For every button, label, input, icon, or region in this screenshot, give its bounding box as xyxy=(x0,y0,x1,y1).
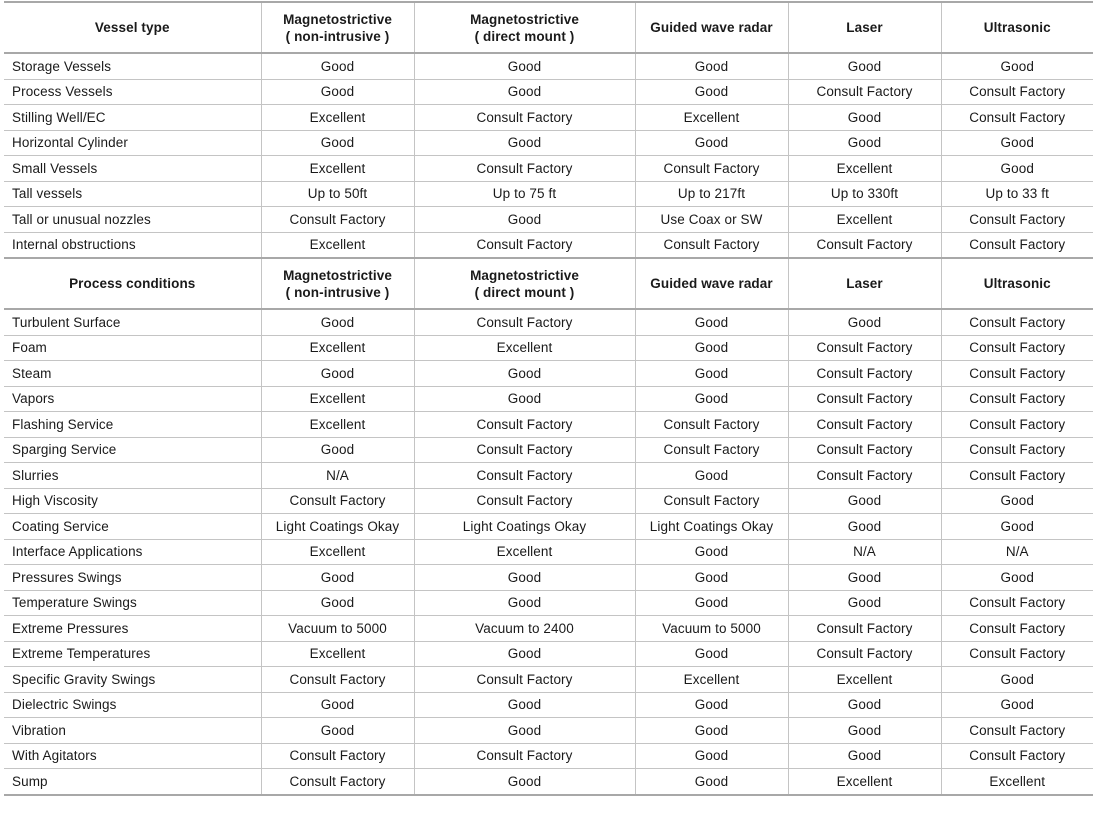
rating-cell-laser: Good xyxy=(788,565,941,591)
rating-cell-laser: Consult Factory xyxy=(788,437,941,463)
rating-cell-magnetostrictive-non-intrusive: Good xyxy=(261,692,414,718)
rating-cell-ultrasonic: Consult Factory xyxy=(941,463,1093,489)
rating-cell-laser: N/A xyxy=(788,539,941,565)
rating-cell-ultrasonic: Excellent xyxy=(941,769,1093,795)
rating-cell-magnetostrictive-non-intrusive: Excellent xyxy=(261,539,414,565)
rating-cell-ultrasonic: Consult Factory xyxy=(941,309,1093,335)
row-label: Pressures Swings xyxy=(4,565,261,591)
rating-cell-ultrasonic: Good xyxy=(941,488,1093,514)
rating-cell-guided-wave-radar: Vacuum to 5000 xyxy=(635,616,788,642)
table-row xyxy=(4,361,1093,387)
rating-cell-magnetostrictive-non-intrusive: Excellent xyxy=(261,386,414,412)
column-header-laser xyxy=(788,2,941,53)
row-label: Internal obstructions xyxy=(4,232,261,258)
header-text: ( direct mount ) xyxy=(474,28,575,44)
rating-cell-magnetostrictive-direct-mount: Consult Factory xyxy=(414,309,635,335)
rating-cell-laser: Good xyxy=(788,53,941,79)
row-label: Storage Vessels xyxy=(4,53,261,79)
rating-cell-magnetostrictive-direct-mount: Good xyxy=(414,79,635,105)
rating-cell-magnetostrictive-direct-mount: Consult Factory xyxy=(414,463,635,489)
header-text: ( non-intrusive ) xyxy=(285,28,390,44)
header-text: Ultrasonic xyxy=(983,276,1051,291)
rating-cell-guided-wave-radar: Good xyxy=(635,641,788,667)
rating-cell-magnetostrictive-direct-mount: Good xyxy=(414,207,635,233)
header-text: Magnetostrictive xyxy=(283,267,392,283)
column-header-ultrasonic xyxy=(941,258,1093,309)
header-text: Vessel type xyxy=(94,20,170,35)
rating-cell-ultrasonic: Consult Factory xyxy=(941,718,1093,744)
rating-cell-magnetostrictive-direct-mount: Consult Factory xyxy=(414,743,635,769)
rating-cell-magnetostrictive-non-intrusive: Consult Factory xyxy=(261,743,414,769)
section-header-row xyxy=(4,2,1093,53)
row-label: Interface Applications xyxy=(4,539,261,565)
rating-cell-magnetostrictive-direct-mount: Consult Factory xyxy=(414,105,635,131)
rating-cell-laser: Good xyxy=(788,692,941,718)
header-text: Magnetostrictive xyxy=(283,11,392,27)
rating-cell-laser: Good xyxy=(788,488,941,514)
rating-cell-ultrasonic: Good xyxy=(941,565,1093,591)
rating-cell-magnetostrictive-non-intrusive: Good xyxy=(261,718,414,744)
table-row xyxy=(4,743,1093,769)
column-header-ultrasonic xyxy=(941,2,1093,53)
rating-cell-magnetostrictive-non-intrusive: Consult Factory xyxy=(261,207,414,233)
rating-cell-ultrasonic: Consult Factory xyxy=(941,232,1093,258)
row-label: Foam xyxy=(4,335,261,361)
rating-cell-magnetostrictive-direct-mount: Good xyxy=(414,53,635,79)
header-text: ( non-intrusive ) xyxy=(285,284,390,300)
rating-cell-guided-wave-radar: Good xyxy=(635,590,788,616)
rating-cell-ultrasonic: Consult Factory xyxy=(941,335,1093,361)
rating-cell-guided-wave-radar: Good xyxy=(635,463,788,489)
table-row xyxy=(4,590,1093,616)
row-label: Tall vessels xyxy=(4,181,261,207)
column-header-magnetostrictive-non-intrusive xyxy=(261,258,414,309)
rating-cell-ultrasonic: Consult Factory xyxy=(941,361,1093,387)
row-label: Sparging Service xyxy=(4,437,261,463)
rating-cell-guided-wave-radar: Good xyxy=(635,692,788,718)
rating-cell-magnetostrictive-direct-mount: Good xyxy=(414,130,635,156)
table-row xyxy=(4,437,1093,463)
table-row xyxy=(4,309,1093,335)
header-text: Laser xyxy=(846,276,883,291)
rating-cell-guided-wave-radar: Use Coax or SW xyxy=(635,207,788,233)
rating-cell-magnetostrictive-non-intrusive: Excellent xyxy=(261,232,414,258)
rating-cell-ultrasonic: Consult Factory xyxy=(941,616,1093,642)
rating-cell-laser: Excellent xyxy=(788,156,941,182)
row-label: Slurries xyxy=(4,463,261,489)
rating-cell-laser: Up to 330ft xyxy=(788,181,941,207)
table-row xyxy=(4,667,1093,693)
rating-cell-magnetostrictive-non-intrusive: Good xyxy=(261,79,414,105)
rating-cell-magnetostrictive-direct-mount: Consult Factory xyxy=(414,156,635,182)
rating-cell-laser: Good xyxy=(788,105,941,131)
rating-cell-magnetostrictive-direct-mount: Good xyxy=(414,641,635,667)
rating-cell-magnetostrictive-direct-mount: Up to 75 ft xyxy=(414,181,635,207)
rating-cell-magnetostrictive-direct-mount: Consult Factory xyxy=(414,232,635,258)
table-row xyxy=(4,181,1093,207)
header-text: Magnetostrictive xyxy=(470,11,579,27)
rating-cell-laser: Consult Factory xyxy=(788,463,941,489)
table-row xyxy=(4,718,1093,744)
rating-cell-laser: Good xyxy=(788,590,941,616)
rating-cell-ultrasonic: Good xyxy=(941,667,1093,693)
rating-cell-magnetostrictive-non-intrusive: Up to 50ft xyxy=(261,181,414,207)
rating-cell-ultrasonic: Consult Factory xyxy=(941,79,1093,105)
row-label: Steam xyxy=(4,361,261,387)
rating-cell-guided-wave-radar: Good xyxy=(635,565,788,591)
table-row xyxy=(4,488,1093,514)
rating-cell-ultrasonic: Good xyxy=(941,130,1093,156)
rating-cell-laser: Good xyxy=(788,309,941,335)
rating-cell-magnetostrictive-direct-mount: Good xyxy=(414,386,635,412)
column-header-magnetostrictive-non-intrusive xyxy=(261,2,414,53)
rating-cell-magnetostrictive-direct-mount: Excellent xyxy=(414,335,635,361)
header-text: Laser xyxy=(846,20,883,35)
rating-cell-guided-wave-radar: Light Coatings Okay xyxy=(635,514,788,540)
rating-cell-guided-wave-radar: Good xyxy=(635,361,788,387)
rating-cell-guided-wave-radar: Good xyxy=(635,335,788,361)
table-row xyxy=(4,463,1093,489)
rating-cell-guided-wave-radar: Good xyxy=(635,769,788,795)
row-label: Temperature Swings xyxy=(4,590,261,616)
table-row xyxy=(4,232,1093,258)
rating-cell-ultrasonic: Consult Factory xyxy=(941,386,1093,412)
table-row xyxy=(4,641,1093,667)
rating-cell-laser: Good xyxy=(788,718,941,744)
rating-cell-guided-wave-radar: Good xyxy=(635,53,788,79)
rating-cell-ultrasonic: Consult Factory xyxy=(941,412,1093,438)
row-label: Extreme Temperatures xyxy=(4,641,261,667)
rating-cell-magnetostrictive-direct-mount: Good xyxy=(414,692,635,718)
table-row xyxy=(4,539,1093,565)
rating-cell-laser: Consult Factory xyxy=(788,641,941,667)
rating-cell-ultrasonic: Consult Factory xyxy=(941,105,1093,131)
table-row xyxy=(4,105,1093,131)
rating-cell-magnetostrictive-direct-mount: Good xyxy=(414,718,635,744)
table-row xyxy=(4,565,1093,591)
table-body xyxy=(4,2,1093,795)
row-label: Vapors xyxy=(4,386,261,412)
rating-cell-laser: Consult Factory xyxy=(788,616,941,642)
rating-cell-laser: Consult Factory xyxy=(788,412,941,438)
rating-cell-ultrasonic: Consult Factory xyxy=(941,641,1093,667)
rating-cell-magnetostrictive-direct-mount: Consult Factory xyxy=(414,488,635,514)
rating-cell-magnetostrictive-direct-mount: Excellent xyxy=(414,539,635,565)
column-header-laser xyxy=(788,258,941,309)
column-header-magnetostrictive-direct-mount xyxy=(414,2,635,53)
rating-cell-magnetostrictive-direct-mount: Vacuum to 2400 xyxy=(414,616,635,642)
rating-cell-guided-wave-radar: Good xyxy=(635,539,788,565)
header-text: Magnetostrictive xyxy=(470,267,579,283)
row-label: Vibration xyxy=(4,718,261,744)
row-label: Extreme Pressures xyxy=(4,616,261,642)
row-label: Tall or unusual nozzles xyxy=(4,207,261,233)
rating-cell-magnetostrictive-non-intrusive: Good xyxy=(261,53,414,79)
row-label: Turbulent Surface xyxy=(4,309,261,335)
table-row xyxy=(4,53,1093,79)
row-label: High Viscosity xyxy=(4,488,261,514)
header-text: Guided wave radar xyxy=(650,276,773,291)
rating-cell-guided-wave-radar: Up to 217ft xyxy=(635,181,788,207)
rating-cell-magnetostrictive-non-intrusive: Good xyxy=(261,130,414,156)
rating-cell-magnetostrictive-non-intrusive: Light Coatings Okay xyxy=(261,514,414,540)
table-row xyxy=(4,207,1093,233)
rating-cell-magnetostrictive-direct-mount: Good xyxy=(414,769,635,795)
table-row xyxy=(4,692,1093,718)
rating-cell-magnetostrictive-direct-mount: Consult Factory xyxy=(414,412,635,438)
table-row xyxy=(4,769,1093,795)
table-row xyxy=(4,386,1093,412)
rating-cell-ultrasonic: Good xyxy=(941,692,1093,718)
rating-cell-magnetostrictive-direct-mount: Consult Factory xyxy=(414,437,635,463)
rating-cell-laser: Consult Factory xyxy=(788,232,941,258)
column-header-magnetostrictive-direct-mount xyxy=(414,258,635,309)
rating-cell-magnetostrictive-non-intrusive: Good xyxy=(261,361,414,387)
rating-cell-guided-wave-radar: Consult Factory xyxy=(635,232,788,258)
rating-cell-guided-wave-radar: Excellent xyxy=(635,105,788,131)
row-label: Dielectric Swings xyxy=(4,692,261,718)
rating-cell-magnetostrictive-direct-mount: Good xyxy=(414,361,635,387)
table-row xyxy=(4,412,1093,438)
row-label: Process Vessels xyxy=(4,79,261,105)
rating-cell-guided-wave-radar: Good xyxy=(635,743,788,769)
rating-cell-guided-wave-radar: Consult Factory xyxy=(635,156,788,182)
rating-cell-magnetostrictive-non-intrusive: Excellent xyxy=(261,412,414,438)
rating-cell-laser: Consult Factory xyxy=(788,79,941,105)
rating-cell-guided-wave-radar: Consult Factory xyxy=(635,488,788,514)
rating-cell-guided-wave-radar: Good xyxy=(635,130,788,156)
rating-cell-ultrasonic: Consult Factory xyxy=(941,207,1093,233)
rating-cell-ultrasonic: Up to 33 ft xyxy=(941,181,1093,207)
level-technology-comparison-table xyxy=(4,1,1093,796)
rating-cell-guided-wave-radar: Excellent xyxy=(635,667,788,693)
rating-cell-magnetostrictive-non-intrusive: Excellent xyxy=(261,156,414,182)
header-text: Process conditions xyxy=(69,276,196,291)
rating-cell-magnetostrictive-direct-mount: Good xyxy=(414,565,635,591)
header-text: ( direct mount ) xyxy=(474,284,575,300)
row-label: Stilling Well/EC xyxy=(4,105,261,131)
row-label: Coating Service xyxy=(4,514,261,540)
rating-cell-ultrasonic: Good xyxy=(941,53,1093,79)
rating-cell-magnetostrictive-non-intrusive: Consult Factory xyxy=(261,769,414,795)
table-row xyxy=(4,156,1093,182)
rating-cell-magnetostrictive-non-intrusive: N/A xyxy=(261,463,414,489)
rating-cell-ultrasonic: Good xyxy=(941,514,1093,540)
rating-cell-guided-wave-radar: Good xyxy=(635,309,788,335)
header-text: Guided wave radar xyxy=(650,20,773,35)
column-header-guided-wave-radar xyxy=(635,2,788,53)
rating-cell-magnetostrictive-direct-mount: Light Coatings Okay xyxy=(414,514,635,540)
rating-cell-guided-wave-radar: Consult Factory xyxy=(635,412,788,438)
row-label: With Agitators xyxy=(4,743,261,769)
rating-cell-guided-wave-radar: Consult Factory xyxy=(635,437,788,463)
rating-cell-magnetostrictive-non-intrusive: Excellent xyxy=(261,335,414,361)
rating-cell-laser: Consult Factory xyxy=(788,361,941,387)
rating-cell-ultrasonic: Consult Factory xyxy=(941,743,1093,769)
rating-cell-magnetostrictive-direct-mount: Consult Factory xyxy=(414,667,635,693)
column-header-guided-wave-radar xyxy=(635,258,788,309)
row-label: Specific Gravity Swings xyxy=(4,667,261,693)
rating-cell-guided-wave-radar: Good xyxy=(635,79,788,105)
header-text: Ultrasonic xyxy=(983,20,1051,35)
rating-cell-guided-wave-radar: Good xyxy=(635,718,788,744)
rating-cell-ultrasonic: N/A xyxy=(941,539,1093,565)
table-row xyxy=(4,79,1093,105)
row-label: Small Vessels xyxy=(4,156,261,182)
row-label: Flashing Service xyxy=(4,412,261,438)
rating-cell-guided-wave-radar: Good xyxy=(635,386,788,412)
rating-cell-magnetostrictive-non-intrusive: Vacuum to 5000 xyxy=(261,616,414,642)
rating-cell-magnetostrictive-non-intrusive: Consult Factory xyxy=(261,488,414,514)
rating-cell-ultrasonic: Good xyxy=(941,156,1093,182)
rating-cell-magnetostrictive-non-intrusive: Good xyxy=(261,437,414,463)
table-row xyxy=(4,335,1093,361)
table-row xyxy=(4,130,1093,156)
row-label: Horizontal Cylinder xyxy=(4,130,261,156)
rating-cell-laser: Good xyxy=(788,130,941,156)
table-row xyxy=(4,616,1093,642)
table-row xyxy=(4,514,1093,540)
rating-cell-laser: Excellent xyxy=(788,769,941,795)
rating-cell-laser: Good xyxy=(788,514,941,540)
column-header-row-label xyxy=(4,2,261,53)
rating-cell-magnetostrictive-non-intrusive: Good xyxy=(261,590,414,616)
section-header-row xyxy=(4,258,1093,309)
rating-cell-magnetostrictive-non-intrusive: Good xyxy=(261,309,414,335)
rating-cell-ultrasonic: Consult Factory xyxy=(941,437,1093,463)
rating-cell-laser: Excellent xyxy=(788,207,941,233)
rating-cell-magnetostrictive-non-intrusive: Consult Factory xyxy=(261,667,414,693)
rating-cell-magnetostrictive-non-intrusive: Good xyxy=(261,565,414,591)
rating-cell-laser: Good xyxy=(788,743,941,769)
rating-cell-ultrasonic: Consult Factory xyxy=(941,590,1093,616)
rating-cell-magnetostrictive-non-intrusive: Excellent xyxy=(261,105,414,131)
rating-cell-laser: Consult Factory xyxy=(788,335,941,361)
rating-cell-laser: Excellent xyxy=(788,667,941,693)
column-header-row-label xyxy=(4,258,261,309)
rating-cell-magnetostrictive-direct-mount: Good xyxy=(414,590,635,616)
row-label: Sump xyxy=(4,769,261,795)
rating-cell-laser: Consult Factory xyxy=(788,386,941,412)
rating-cell-magnetostrictive-non-intrusive: Excellent xyxy=(261,641,414,667)
